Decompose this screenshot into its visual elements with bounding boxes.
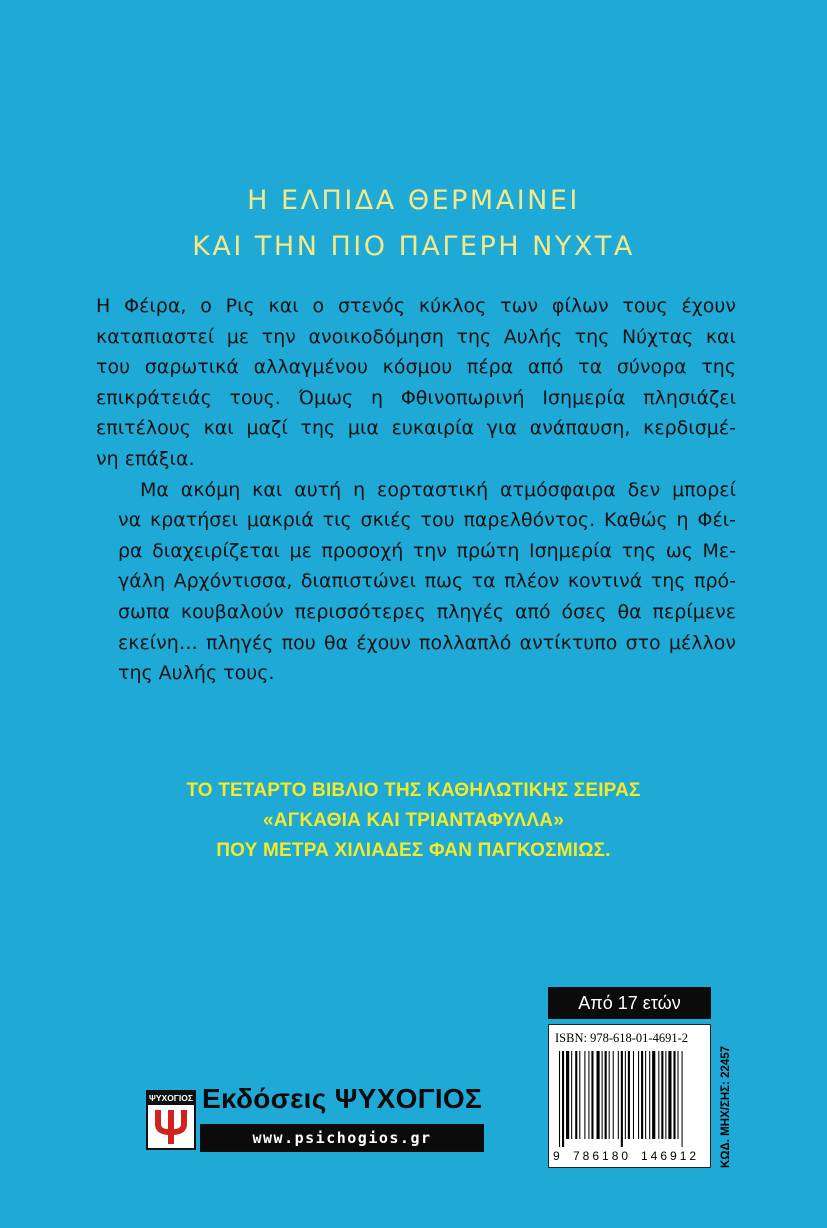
barcode-bar xyxy=(665,1051,666,1139)
barcode-bar xyxy=(645,1051,646,1139)
headline-line-2: ΚΑΙ ΤΗΝ ΠΙΟ ΠΑΓΕΡΗ ΝΥΧΤΑ xyxy=(192,231,635,262)
publisher-website[interactable]: www.psichogios.gr xyxy=(200,1124,484,1152)
barcode-bar xyxy=(605,1051,607,1139)
barcode-bar xyxy=(661,1051,663,1139)
synopsis-line: καταπιαστεί με την ανοικοδόμηση της Αυλής της Νύχτας και xyxy=(96,325,736,348)
synopsis-line: γάλη Αρχόντισσα, διαπιστώνει πως τα πλέον κοντινά της πρό- xyxy=(118,570,736,593)
barcode-bar xyxy=(584,1051,585,1139)
synopsis-line: επιτέλους και μαζί της μια ευκαιρία για ανάπαυση, κερδισμέ- xyxy=(96,417,736,440)
barcode-bar xyxy=(638,1051,639,1139)
barcode-bar xyxy=(575,1051,577,1139)
age-rating-badge: Από 17 ετών xyxy=(548,987,711,1019)
isbn-number: ISBN: 978-618-01-4691-2 xyxy=(555,1031,688,1045)
headline-line-1: Η ΕΛΠΙΔΑ ΘΕΡΜΑΙΝΕΙ xyxy=(247,185,580,216)
publisher-logo xyxy=(146,1090,196,1150)
barcode-bar xyxy=(658,1051,659,1139)
synopsis-line: ρα διαχειρίζεται με προσοχή την πρώτη Ισημερία της ως Με- xyxy=(118,539,736,562)
barcode-bar xyxy=(602,1051,603,1139)
barcode-bar xyxy=(649,1051,650,1139)
barcode-digits-right: 146912 xyxy=(641,1149,700,1163)
publisher-logo-text: ΨΥΧΟΓΙΟΣ xyxy=(148,1093,193,1103)
barcode-bar xyxy=(633,1051,634,1139)
publisher-name: Εκδόσεις ΨΥΧΟΓΙΟΣ xyxy=(202,1083,483,1114)
barcode-bar xyxy=(625,1051,626,1139)
synopsis-line: επικράτειάς τους. Όμως η Φθινοπωρινή Ισημερία πλησιάζει xyxy=(96,386,736,409)
barcode-bar xyxy=(682,1051,683,1147)
barcode-bar xyxy=(609,1051,610,1139)
barcode-digits-left: 786180 xyxy=(573,1149,632,1163)
isbn-barcode xyxy=(548,1024,711,1168)
synopsis-line: Μα ακόμη και αυτή η εορταστική ατμόσφαιρα δεν μπορεί xyxy=(140,478,736,501)
barcode-bar xyxy=(628,1051,630,1139)
tagline-line-2: «ΑΓΚΑΘΙΑ ΚΑΙ ΤΡΙΑΝΤΑΦΥΛΛΑ» xyxy=(263,810,564,831)
barcode-bar xyxy=(652,1051,655,1139)
synopsis-paragraph-2 xyxy=(96,475,736,689)
synopsis-line: Η Φέιρα, ο Ρις και ο στενός κύκλος των φίλων τους έχουν xyxy=(96,295,736,317)
barcode-bar xyxy=(559,1051,560,1147)
tagline-line-3: ΠΟΥ ΜΕΤΡΑ ΧΙΛΙΑΔΕΣ ΦΑΝ ΠΑΓΚΟΣΜΙΩΣ. xyxy=(216,840,611,861)
barcode-bar xyxy=(613,1051,614,1139)
psi-icon xyxy=(151,1106,191,1148)
synopsis-line: εκείνη… πληγές που θα έχουν πολλαπλό αντίκτυπο στο μέλλον xyxy=(118,631,736,654)
series-tagline xyxy=(0,776,827,866)
barcode-bar xyxy=(562,1051,564,1147)
barcode-bar xyxy=(579,1051,580,1139)
synopsis-line: της Αυλής τους. xyxy=(118,662,275,685)
synopsis-paragraph-1 xyxy=(96,291,736,475)
tagline-line-1: ΤΟ ΤΕΤΑΡΤΟ ΒΙΒΛΙΟ ΤΗΣ ΚΑΘΗΛΩΤΙΚΗΣ ΣΕΙΡΑΣ xyxy=(186,780,641,801)
synopsis-line: σωπα κουβαλούν περισσότερες πληγές από όσες θα περίμενε xyxy=(118,600,736,623)
barcode-bar xyxy=(571,1051,572,1139)
synopsis-line: του σαρωτικά αλλαγμένου κόσμου πέρα από τα σύνορα της xyxy=(96,356,736,379)
barcode-bar xyxy=(566,1051,569,1139)
synopsis-line: νη επάξια. xyxy=(96,447,195,470)
product-code: ΚΩΔ. ΜΗΧ/ΣΗΣ: 22457 xyxy=(720,1045,732,1168)
barcode-bar xyxy=(591,1051,593,1139)
barcode-bar xyxy=(678,1051,679,1139)
barcode-bar xyxy=(621,1051,623,1147)
barcode-digit-first: 9 xyxy=(553,1149,560,1163)
barcode-bars xyxy=(559,1051,702,1147)
barcode-bar xyxy=(668,1051,671,1139)
barcode-bar xyxy=(588,1051,589,1139)
barcode-bar xyxy=(641,1051,643,1139)
barcode-bar xyxy=(673,1051,675,1139)
barcode-bar xyxy=(618,1051,619,1139)
synopsis xyxy=(96,291,736,689)
barcode-bar xyxy=(597,1051,600,1139)
synopsis-line: να κρατήσει μακριά τις σκιές του παρελθόντος. Καθώς η Φέι- xyxy=(118,509,736,532)
headline xyxy=(0,178,827,270)
